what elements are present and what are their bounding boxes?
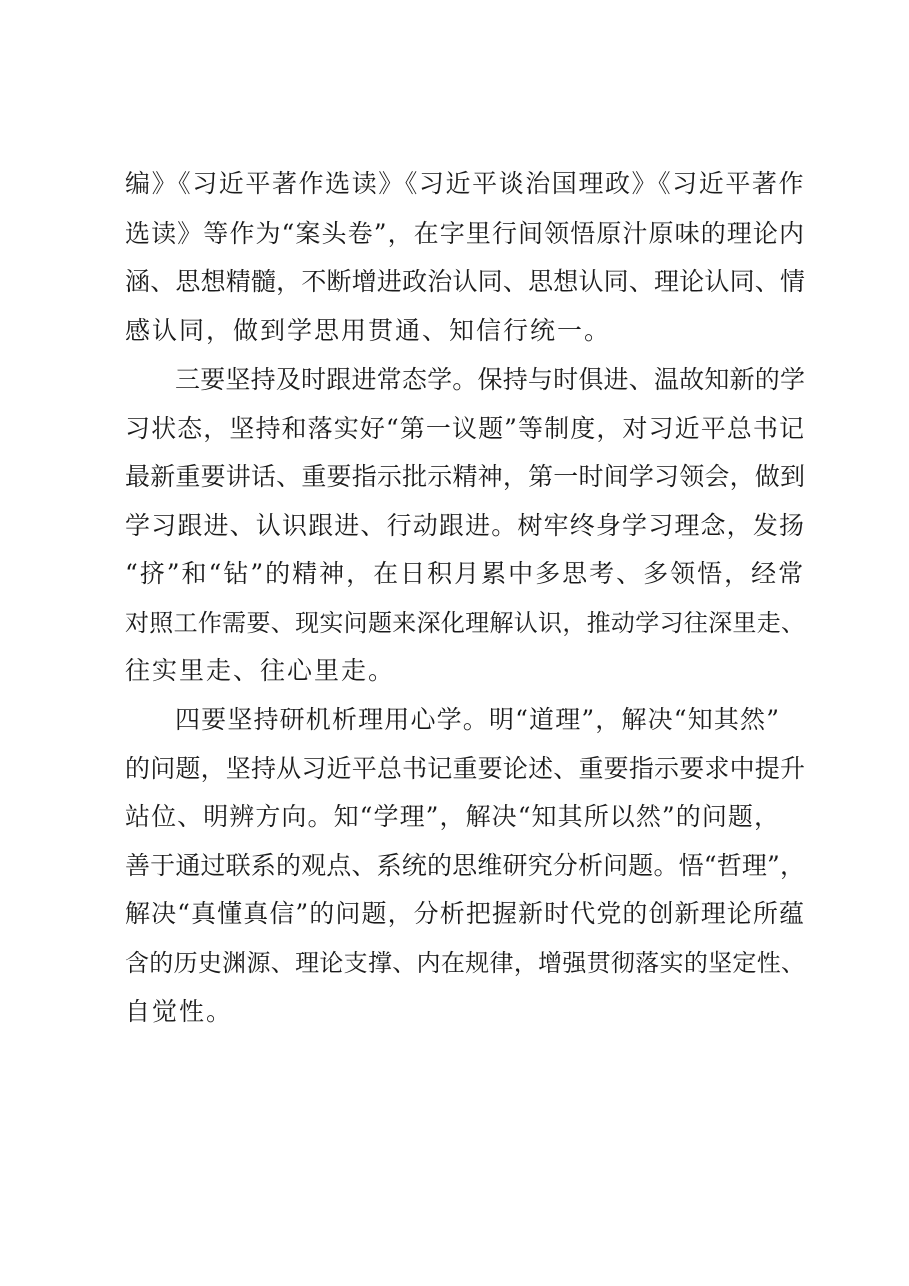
text-line: 解决“真懂真信”的问题，分析把握新时代党的创新理论所蕴 bbox=[125, 899, 805, 928]
text-line: 善于通过联系的观点、系统的思维研究分析问题。悟“哲理”， bbox=[125, 851, 805, 880]
text-line: 学习跟进、认识跟进、行动跟进。树牢终身学习理念，发扬 bbox=[125, 511, 805, 540]
text-line: 四要坚持研机析理用心学。明“道理”，解决“知其然” bbox=[175, 705, 780, 734]
text-line: 最新重要讲话、重要指示批示精神，第一时间学习领会，做到 bbox=[125, 462, 805, 491]
text-line: 站位、明辨方向。知“学理”，解决“知其所以然”的问题， bbox=[125, 802, 780, 831]
text-line: 往实里走、往心里走。 bbox=[125, 656, 396, 685]
text-line: 对照工作需要、现实问题来深化理解认识，推动学习往深里走、 bbox=[125, 609, 805, 637]
text-line: 的问题，坚持从习近平总书记重要论述、重要指示要求中提升 bbox=[125, 754, 805, 783]
text-line: 感认同，做到学思用贯通、知信行统一。 bbox=[125, 316, 612, 345]
text-line: 三要坚持及时跟进常态学。保持与时俱进、温故知新的学 bbox=[175, 365, 805, 394]
text-line: 编》《习近平著作选读》《习近平谈治国理政》《习近平著作 bbox=[125, 169, 805, 198]
text-line: 自觉性。 bbox=[125, 997, 234, 1026]
text-line: 含的历史渊源、理论支撑、内在规律，增强贯彻落实的坚定性、 bbox=[125, 949, 805, 977]
text-line: 选读》等作为“案头卷”，在字里行间领悟原汁原味的理论内 bbox=[125, 219, 805, 248]
text-line: 习状态，坚持和落实好“第一议题”等制度，对习近平总书记 bbox=[125, 414, 805, 443]
text-line: “挤”和“钻”的精神，在日积月累中多思考、多领悟，经常 bbox=[125, 559, 806, 588]
text-line: 涵、思想精髓，不断增进政治认同、思想认同、理论认同、情 bbox=[125, 267, 805, 296]
